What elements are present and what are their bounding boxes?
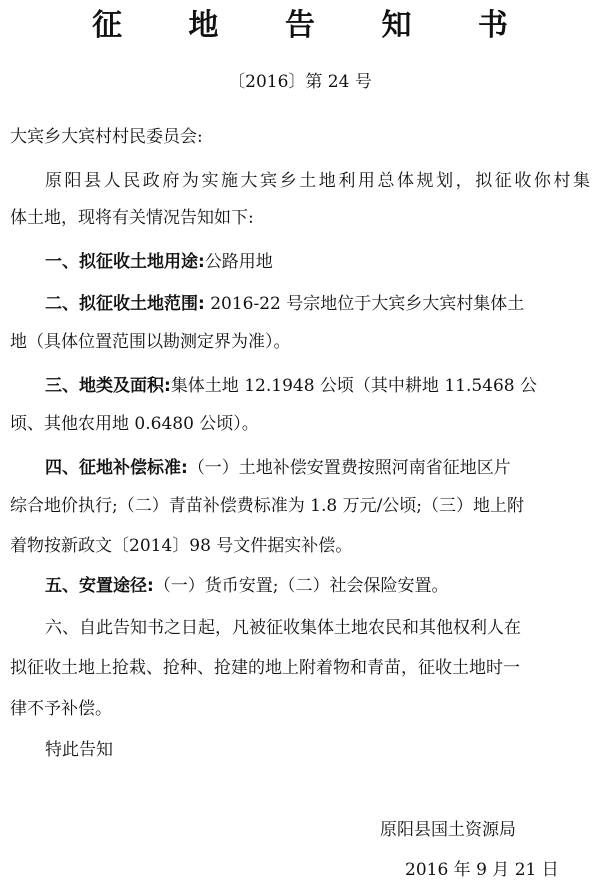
item-2-text-2: 地（具体位置范围以勘测定界为准）。	[10, 332, 291, 352]
item-4	[45, 456, 590, 480]
item-3-heading: 三、地类及面积:	[45, 376, 171, 396]
item-1-text: 公路用地	[204, 252, 273, 272]
item-5	[45, 574, 590, 598]
item-4-text-3: 着物按新政文〔2014〕98 号文件据实补偿。	[10, 536, 353, 556]
item-2-heading: 二、拟征收土地范围:	[45, 294, 205, 314]
item-4-text-2: 综合地价执行;（二）青苗补偿费标准为 1.8 万元/公顷;（三）地上附	[10, 496, 525, 516]
signature-organization: 原阳县国土资源局	[380, 820, 516, 840]
item-1	[45, 250, 590, 274]
item-2	[45, 292, 590, 316]
intro-line-1: 原阳县人民政府为实施大宾乡土地利用总体规划，拟征收你村集	[45, 171, 590, 191]
addressee: 大宾乡大宾村村民委员会:	[10, 127, 203, 147]
intro-line-2: 体土地，现将有关情况告知如下:	[10, 208, 254, 228]
item-1-heading: 一、拟征收土地用途:	[45, 252, 205, 272]
item-3-text-1: 集体土地 12.1948 公顷（其中耕地 11.5468 公	[170, 376, 538, 396]
item-6-text-2: 拟征收土地上抢栽、抢种、抢建的地上附着物和青苗，征收土地时一	[10, 658, 520, 678]
item-6-text-1: 六、自此告知书之日起，凡被征收集体土地农民和其他权利人在	[45, 618, 521, 638]
item-4-heading: 四、征地补偿标准:	[45, 458, 188, 478]
document-title: 征 地 告 知 书	[92, 8, 536, 43]
item-5-text: （一）货币安置;（二）社会保险安置。	[153, 576, 449, 596]
closing-text: 特此告知	[45, 740, 113, 760]
item-2-text-1: 2016-22 号宗地位于大宾乡大宾村集体土	[204, 294, 525, 314]
item-3	[45, 374, 590, 398]
item-4-text-1: （一）土地补偿安置费按照河南省征地区片	[187, 458, 511, 478]
signature-date: 2016 年 9 月 21 日	[405, 860, 559, 880]
item-3-text-2: 顷、其他农用地 0.6480 公顷）。	[10, 414, 259, 434]
document-number: 〔2016〕第 24 号	[228, 72, 372, 92]
item-5-heading: 五、安置途径:	[45, 576, 154, 596]
item-6-text-3: 律不予补偿。	[10, 699, 112, 719]
